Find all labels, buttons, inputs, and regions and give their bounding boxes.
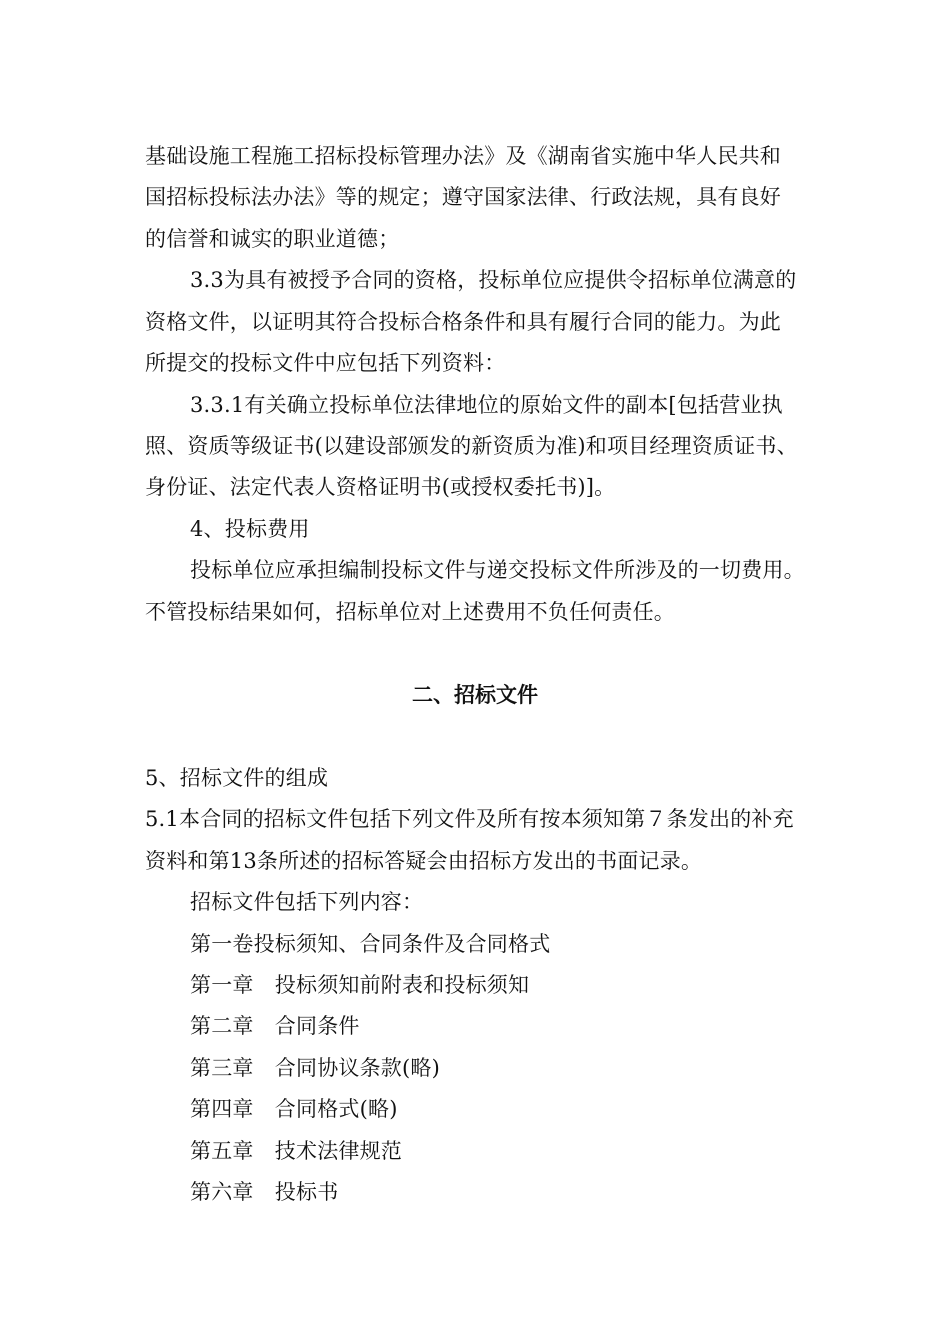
paragraph-line: 5.1本合同的招标文件包括下列文件及所有按本须知第７条发出的补充 [145, 807, 794, 831]
paragraph-line: 投标单位应承担编制投标文件与递交投标文件所涉及的一切费用。 [190, 558, 805, 582]
paragraph-line: 的信誉和诚实的职业道德； [145, 227, 400, 251]
paragraph-line: 3.3.1有关确立投标单位法律地位的原始文件的副本[包括营业执 [190, 393, 783, 417]
paragraph-line: 不管投标结果如何，招标单位对上述费用不负任何责任。 [145, 600, 675, 624]
paragraph-line: 基础设施工程施工招标投标管理办法》及《湖南省实施中华人民共和 [145, 144, 781, 168]
paragraph-line: 资格文件，以证明其符合投标合格条件和具有履行合同的能力。为此 [145, 310, 781, 334]
paragraph-line: 身份证、法定代表人资格证明书(或授权委托书)]。 [145, 475, 616, 499]
chapter-item: 第一章 投标须知前附表和投标须知 [190, 973, 530, 997]
paragraph-line: 照、资质等级证书(以建设部颁发的新资质为准)和项目经理资质证书、 [145, 434, 798, 458]
chapter-item: 第四章 合同格式(略) [190, 1097, 398, 1121]
contents-intro: 招标文件包括下列内容： [190, 890, 424, 914]
volume-line: 第一卷投标须知、合同条件及合同格式 [190, 932, 551, 956]
chapter-item: 第五章 技术法律规范 [190, 1139, 402, 1163]
paragraph-heading: 4、投标费用 [190, 517, 310, 541]
chapter-item: 第二章 合同条件 [190, 1014, 360, 1038]
chapter-item: 第六章 投标书 [190, 1180, 339, 1204]
chapter-item: 第三章 合同协议条款(略) [190, 1056, 440, 1080]
paragraph-line: 所提交的投标文件中应包括下列资料： [145, 351, 506, 375]
paragraph-line: 3.3为具有被授予合同的资格，投标单位应提供令招标单位满意的 [190, 268, 797, 292]
subsection-heading: 5、招标文件的组成 [145, 766, 329, 790]
section-title: 二、招标文件 [412, 683, 538, 707]
paragraph-line: 资料和第13条所述的招标答疑会由招标方发出的书面记录。 [145, 849, 703, 873]
paragraph-line: 国招标投标法办法》等的规定；遵守国家法律、行政法规，具有良好 [145, 185, 781, 209]
